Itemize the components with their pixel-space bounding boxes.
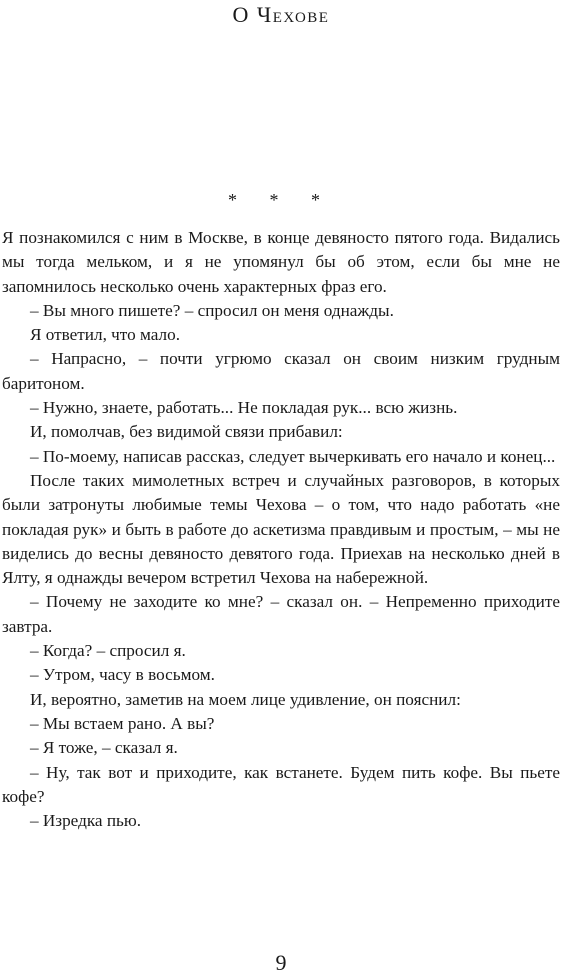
page-number: 9	[275, 950, 287, 975]
paragraph: – Когда? – спросил я.	[30, 641, 186, 661]
paragraph: И, вероятно, заметив на моем лице удивление, он пояснил:	[30, 689, 461, 709]
paragraph: – Я тоже, – сказал я.	[30, 738, 178, 758]
paragraph: – Мы встаем рано. А вы?	[30, 713, 215, 733]
paragraph: – Напрасно, – почти угрюмо сказал он своим низким грудным баритоном.	[2, 349, 560, 393]
paragraph: – Почему не заходите ко мне? – сказал он. – Непременно приходите завтра.	[2, 592, 560, 636]
section-break-asterisks: * * *	[228, 190, 334, 210]
paragraph: Я ответил, что мало.	[30, 325, 180, 345]
text-body	[2, 226, 560, 833]
paragraph: Я познакомился с ним в Москве, в конце девяносто пятого года. Видались мы тогда мельком, и я не упомянул бы об этом, если бы мне не запомнилось несколько очень характерных фраз его.	[2, 228, 560, 296]
paragraph: – Изредка пью.	[30, 811, 142, 831]
paragraph: – Нужно, знаете, работать... Не покладая рук... всю жизнь.	[30, 398, 458, 418]
paragraph: И, помолчав, без видимой связи прибавил:	[30, 422, 343, 442]
paragraph: – По-моему, написав рассказ, следует вычеркивать его начало и конец...	[30, 446, 556, 466]
paragraph: – Ну, так вот и приходите, как встанете. Будем пить кофе. Вы пьете кофе?	[2, 762, 560, 806]
paragraph: – Утром, часу в восьмом.	[30, 665, 215, 685]
paragraph: После таких мимолетных встреч и случайных разговоров, в которых были затронуты любимые темы Чехова – о том, что надо работать «не покладая рук» и быть в работе до аскетизма правдивым и простым, – мы не виделись до весны девяносто девятого года. Приехав на несколько дней в Ялту, я однажды вечером встретил Чехова на набережной.	[2, 470, 560, 588]
paragraph: – Вы много пишете? – спросил он меня однажды.	[30, 300, 394, 320]
running-head: О Чехове	[232, 2, 330, 27]
